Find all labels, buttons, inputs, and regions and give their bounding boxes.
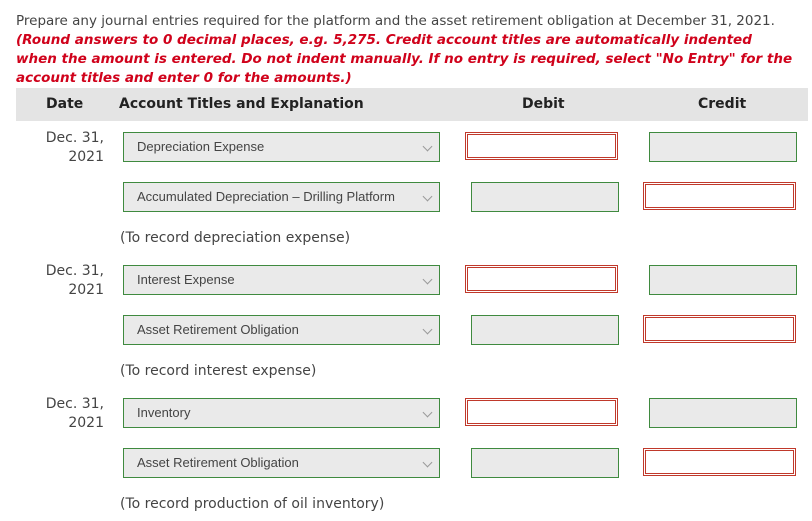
entry-3-debit-account-value: Inventory — [137, 405, 191, 420]
entry-3-credit-account-select[interactable] — [123, 448, 440, 478]
entry-1-credit-row-debit-input[interactable] — [471, 182, 619, 212]
entry-2-date — [16, 262, 104, 300]
entry-1-memo: (To record depreciation expense) — [120, 230, 351, 246]
header-account-titles: Account Titles and Explanation — [119, 96, 364, 112]
entry-1-debit-amount-input[interactable] — [465, 132, 618, 160]
entry-3-credit-amount-input-disabled[interactable] — [649, 398, 797, 428]
entry-3-memo: (To record production of oil inventory) — [120, 496, 385, 512]
entry-2-credit-amount-input-disabled[interactable] — [649, 265, 797, 295]
entry-2-debit-amount-input[interactable] — [465, 265, 618, 293]
entry-3-date — [16, 395, 104, 433]
header-credit: Credit — [698, 96, 747, 112]
entry-2-credit-account-select[interactable] — [123, 315, 440, 345]
entry-1-debit-account-select[interactable] — [123, 132, 440, 162]
entry-2-credit-row-debit-input[interactable] — [471, 315, 619, 345]
entry-1-credit-amount-input-disabled[interactable] — [649, 132, 797, 162]
header-debit: Debit — [522, 96, 565, 112]
entry-2-credit-account-value: Asset Retirement Obligation — [137, 322, 299, 337]
entry-3-credit-row-credit-input[interactable] — [643, 448, 796, 476]
entry-1-debit-account-value: Depreciation Expense — [137, 139, 265, 154]
entry-3-credit-row-debit-input[interactable] — [471, 448, 619, 478]
chevron-down-icon — [423, 192, 433, 202]
entry-3-debit-amount-input[interactable] — [465, 398, 618, 426]
table-header — [16, 88, 808, 121]
entry-2-debit-account-value: Interest Expense — [137, 272, 235, 287]
entry-1-credit-account-select[interactable] — [123, 182, 440, 212]
chevron-down-icon — [423, 142, 433, 152]
entry-2-date-line1: Dec. 31, — [45, 263, 104, 279]
chevron-down-icon — [423, 408, 433, 418]
chevron-down-icon — [423, 325, 433, 335]
entry-2-credit-row-credit-input[interactable] — [643, 315, 796, 343]
entry-2-debit-account-select[interactable] — [123, 265, 440, 295]
entry-1-credit-row-credit-input[interactable] — [643, 182, 796, 210]
entry-3-credit-account-value: Asset Retirement Obligation — [137, 455, 299, 470]
instructions-text: Prepare any journal entries required for the platform and the asset retirement obligation at December 31, 2021. — [16, 13, 775, 29]
chevron-down-icon — [423, 458, 433, 468]
chevron-down-icon — [423, 275, 433, 285]
entry-2-date-line2: 2021 — [68, 282, 104, 298]
entry-3-debit-account-select[interactable] — [123, 398, 440, 428]
entry-3-date-line1: Dec. 31, — [45, 396, 104, 412]
entry-1-date-line2: 2021 — [68, 149, 104, 165]
instructions — [16, 12, 796, 88]
header-date: Date — [46, 96, 84, 112]
entry-3-date-line2: 2021 — [68, 415, 104, 431]
instructions-note: (Round answers to 0 decimal places, e.g. 5,275. Credit account titles are automatically indented when the amount is entered. Do not indent manually. If no entry is required, select "No Entry" for the account titles and enter 0 for the amounts.) — [16, 32, 793, 86]
entry-1-credit-account-value: Accumulated Depreciation – Drilling Platform — [137, 189, 395, 204]
entry-1-date — [16, 129, 104, 167]
entry-2-memo: (To record interest expense) — [120, 363, 317, 379]
entry-1-date-line1: Dec. 31, — [45, 130, 104, 146]
